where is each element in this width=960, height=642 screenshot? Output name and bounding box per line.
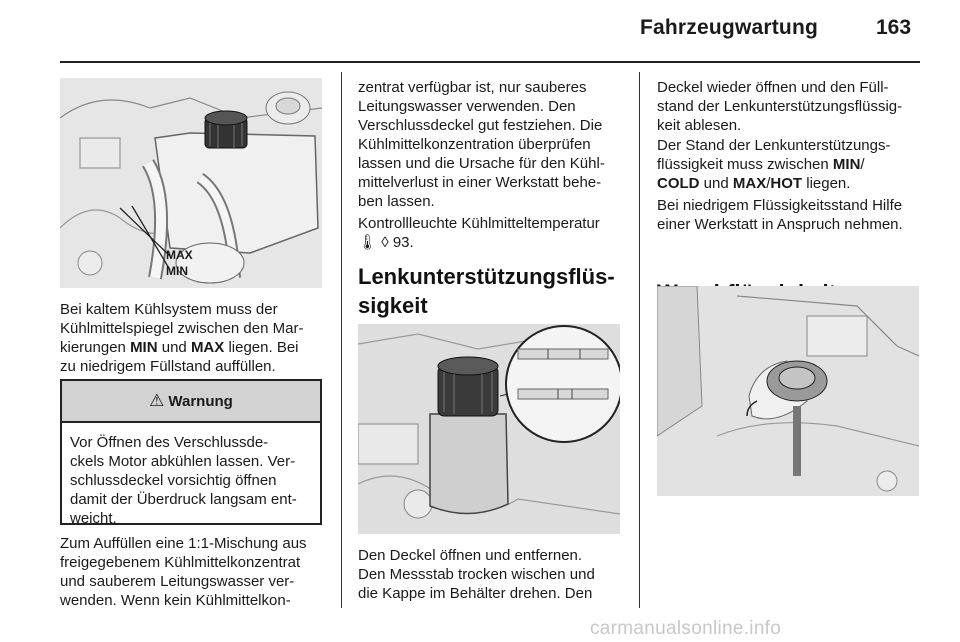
text-line: freigegebenem Kühlmittelkonzentrat xyxy=(60,554,301,571)
text-line: Vor Öffnen des Verschlussde- xyxy=(70,434,269,451)
text-line: zentrat verfügbar ist, nur sauberes xyxy=(358,79,587,96)
text-line: flüssigkeit muss zwischen MIN/ xyxy=(657,156,865,173)
text-line: Kontrollleuchte Kühlmitteltemperatur xyxy=(358,215,600,232)
text-line: ben lassen. xyxy=(358,193,435,210)
text-line: Bei niedrigem Flüssigkeitsstand Hilfe xyxy=(657,197,903,214)
text-line: Zum Auffüllen eine 1:1-Mischung aus xyxy=(60,535,307,552)
coolant-level-paragraph xyxy=(60,300,330,376)
fluid-level-paragraph xyxy=(657,136,925,193)
coolant-temperature-icon: 🌡 xyxy=(358,234,378,251)
power-steering-continued-paragraph xyxy=(657,78,925,135)
text-line: keit ablesen. xyxy=(657,117,742,134)
text-line: COLD und MAX/HOT liegen. xyxy=(657,175,851,192)
text-line: die Kappe im Behälter drehen. Den xyxy=(358,585,593,602)
text-line: stand der Lenkunterstützungsflüssig- xyxy=(657,98,903,115)
low-level-paragraph xyxy=(657,196,925,234)
warning-header xyxy=(62,381,320,423)
page-number: 163 xyxy=(876,16,912,39)
washer-fluid-reservoir-illustration xyxy=(657,286,919,496)
warning-text xyxy=(62,423,320,528)
page-reference-arrow-icon: ◊ xyxy=(381,234,389,251)
warning-title: Warnung xyxy=(168,392,233,410)
text-line: zu niedrigem Füllstand auffüllen. xyxy=(60,358,276,375)
warning-light-reference xyxy=(358,214,630,252)
refill-paragraph xyxy=(60,534,335,610)
section-heading-power-steering: Lenkunterstützungsflüs- sigkeit xyxy=(358,264,615,318)
column-divider xyxy=(639,72,640,608)
text-line: wenden. Wenn kein Kühlmittelkon- xyxy=(60,592,291,609)
text-line: mittelverlust in einer Werkstatt behe- xyxy=(358,174,602,191)
text-line: und sauberem Leitungswasser ver- xyxy=(60,573,295,590)
warning-box xyxy=(60,379,322,525)
text-line: einer Werkstatt in Anspruch nehmen. xyxy=(657,216,903,233)
text-line: Den Deckel öffnen und entfernen. xyxy=(358,547,583,564)
text-line: lassen und die Ursache für den Kühl- xyxy=(358,155,605,172)
text-line: Der Stand der Lenkunterstützungs- xyxy=(657,137,891,154)
text-line: Deckel wieder öffnen und den Füll- xyxy=(657,79,889,96)
text-line: kierungen MIN und MAX liegen. Bei xyxy=(60,339,299,356)
text-line: weicht. xyxy=(70,510,117,527)
text-line: Den Messstab trocken wischen und xyxy=(358,566,595,583)
page-header-title: Fahrzeugwartung xyxy=(640,16,819,39)
text-line: Leitungswasser verwenden. Den xyxy=(358,98,576,115)
power-steering-reservoir-illustration xyxy=(358,324,620,534)
coolant-continued-paragraph xyxy=(358,78,630,211)
column-divider xyxy=(341,72,342,608)
header-rule xyxy=(60,61,920,63)
text-line: Verschlussdeckel gut festziehen. Die xyxy=(358,117,603,134)
warning-triangle-icon: ⚠ xyxy=(149,391,165,410)
text-line: Kühlmittelspiegel zwischen den Mar- xyxy=(60,320,304,337)
text-line: ckels Motor abkühlen lassen. Ver- xyxy=(70,453,296,470)
text-line xyxy=(358,233,630,252)
power-steering-check-paragraph xyxy=(358,546,630,603)
text-line: Kühlmittelkonzentration überprüfen xyxy=(358,136,591,153)
page-reference-link[interactable]: 93. xyxy=(392,234,414,251)
coolant-reservoir-illustration xyxy=(60,78,322,288)
text-line: Bei kaltem Kühlsystem muss der xyxy=(60,301,278,318)
max-label: MAX xyxy=(166,248,193,262)
min-label: MIN xyxy=(166,264,188,278)
text-line: schlussdeckel vorsichtig öffnen xyxy=(70,472,277,489)
text-line: damit der Überdruck langsam ent- xyxy=(70,491,297,508)
watermark: carmanualsonline.info xyxy=(590,618,782,639)
